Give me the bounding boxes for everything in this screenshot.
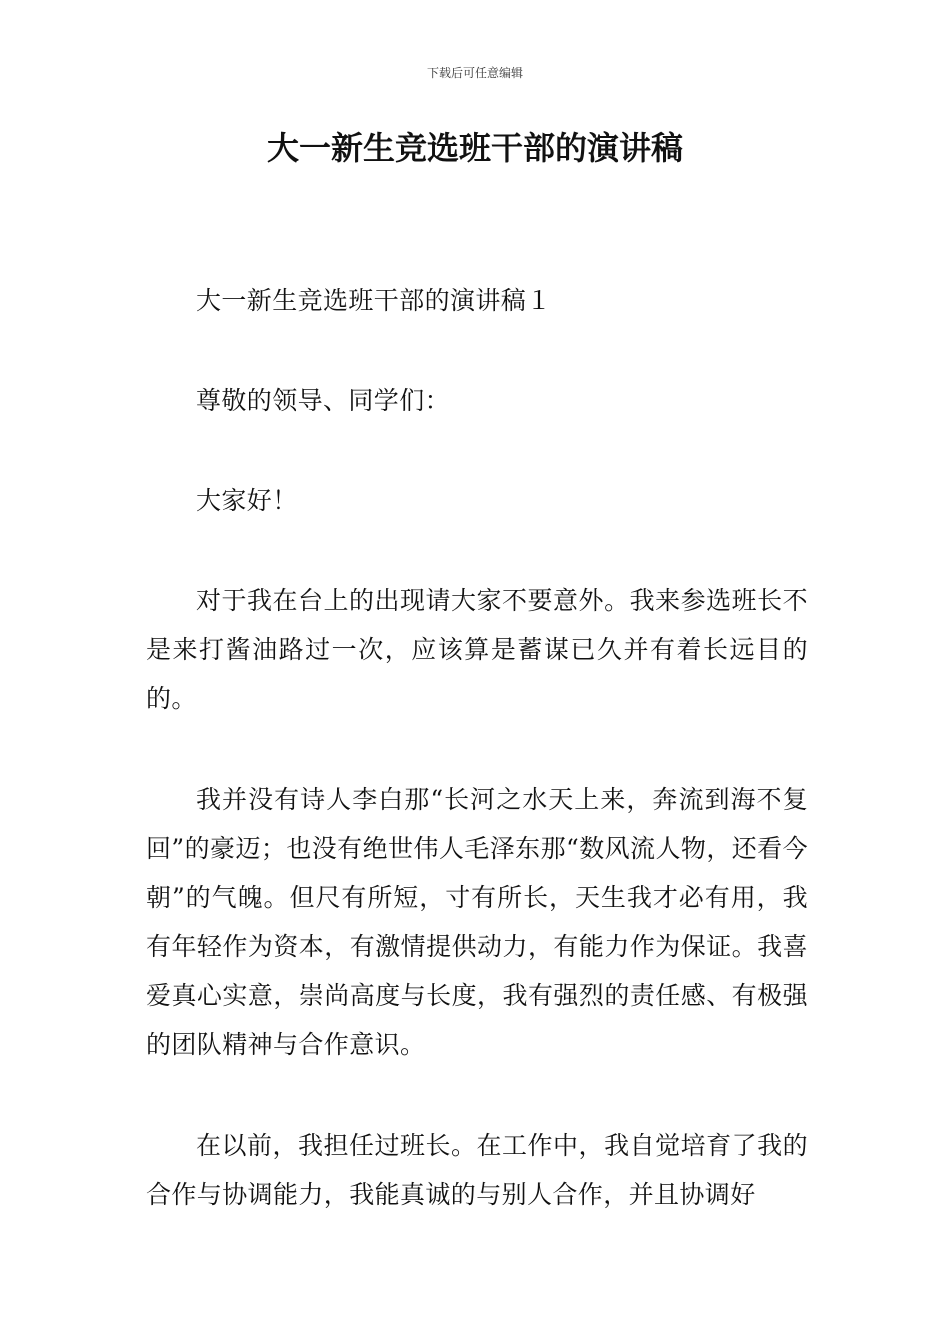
body-paragraph-1: 对于我在台上的出现请大家不要意外。我来参选班长不是来打酱油路过一次，应该算是蓄谋已久并有着长远目的的。 [146, 586, 808, 713]
speech-subtitle: 大一新生竞选班干部的演讲稿１ [196, 286, 552, 315]
body-paragraph-2: 我并没有诗人李白那“长河之水天上来，奔流到海不复回”的豪迈；也没有绝世伟人毛泽东那“数风流人物，还看今朝”的气魄。但尺有所短，寸有所长，天生我才必有用，我有年轻作为资本，有激情提供动力，有能力作为保证。我喜爱真心实意，崇尚高度与长度，我有强烈的责任感、有极强的团队精神与合作意识。 [146, 785, 808, 1059]
hello-line: 大家好！ [196, 486, 298, 515]
header-note: 下载后可任意编辑 [426, 66, 523, 80]
greeting-line: 尊敬的领导、同学们： [196, 386, 451, 415]
body-paragraph-3: 在以前，我担任过班长。在工作中，我自觉培育了我的合作与协调能力，我能真诚的与别人合作，并且协调好 [146, 1131, 808, 1209]
document-title: 大一新生竞选班干部的演讲稿 [266, 129, 683, 167]
